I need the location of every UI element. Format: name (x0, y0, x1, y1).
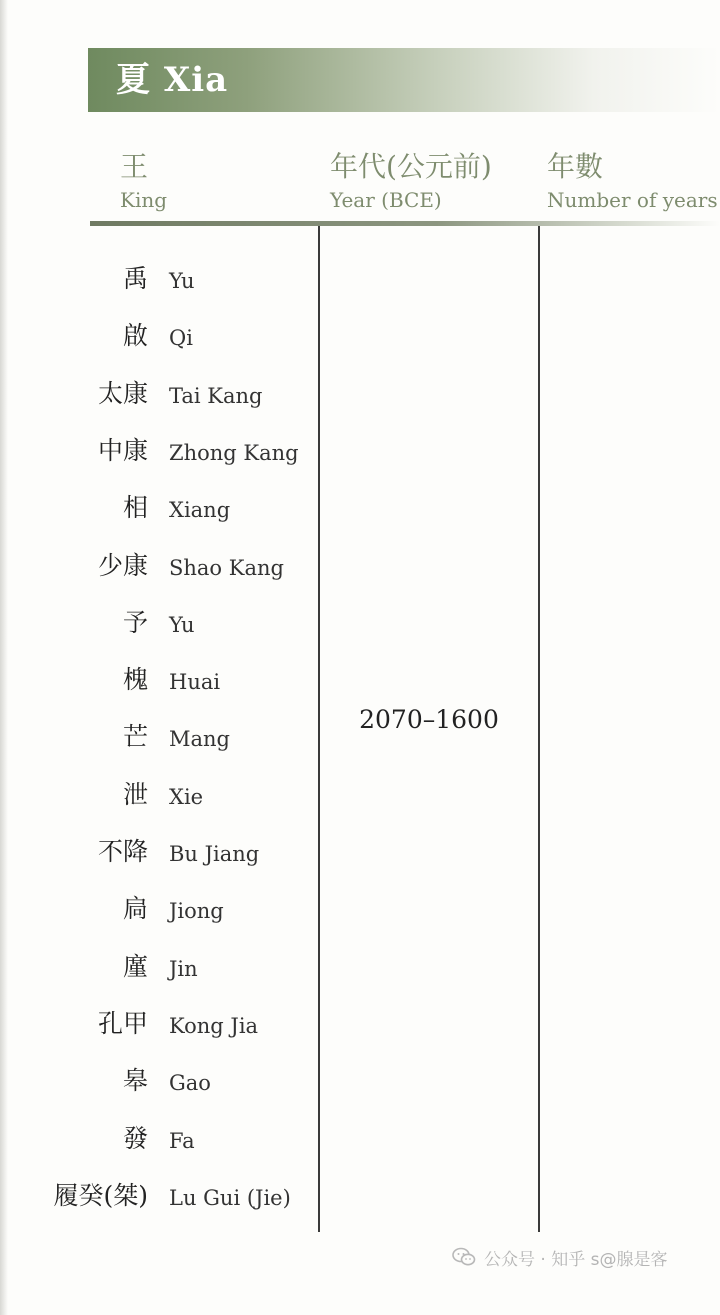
king-row (0, 433, 318, 469)
king-row (0, 719, 318, 755)
dynasty-title: 夏 Xia (116, 60, 229, 100)
king-name-cn: 相 (122, 493, 148, 522)
watermark-text: 公众号 · 知乎 s@腺是客 (484, 1249, 668, 1270)
king-row (0, 777, 318, 813)
king-row (0, 1121, 318, 1157)
king-name-cn: 不降 (97, 837, 148, 866)
king-row (0, 949, 318, 985)
king-name-en: Tai Kang (169, 384, 263, 408)
count-header-cn: 年數 (547, 150, 604, 183)
king-name-cn: 啟 (122, 321, 148, 350)
king-name-cn: 芒 (122, 722, 148, 751)
king-name-en: Jiong (169, 899, 224, 923)
king-name-cn: 泄 (122, 780, 148, 809)
year-header-cn: 年代(公元前) (330, 150, 492, 183)
king-row (0, 662, 318, 698)
year-header-en: Year (BCE) (330, 188, 442, 212)
king-name-en: Huai (169, 670, 221, 694)
king-name-cn: 太康 (97, 379, 148, 408)
king-row (0, 1006, 318, 1042)
king-header-en: King (120, 188, 168, 212)
king-row (0, 376, 318, 412)
count-header-en: Number of years (547, 188, 718, 212)
king-name-cn: 履癸(桀) (53, 1181, 148, 1210)
king-name-en: Shao Kang (169, 556, 284, 580)
year-range: 2070–1600 (359, 705, 499, 734)
king-name-en: Yu (169, 269, 195, 293)
watermark (452, 1242, 667, 1272)
king-name-en: Qi (169, 326, 193, 350)
king-name-cn: 孔甲 (97, 1009, 148, 1038)
king-name-en: Kong Jia (169, 1014, 259, 1038)
king-name-en: Jin (169, 957, 198, 981)
king-row (0, 1063, 318, 1099)
wechat-icon (452, 1247, 476, 1267)
header-rule (90, 221, 720, 226)
king-name-cn: 少康 (97, 551, 148, 580)
king-row (0, 261, 318, 297)
page-edge-shadow (0, 0, 8, 1315)
king-name-cn: 廑 (122, 952, 148, 981)
column-divider-year-count (538, 226, 540, 1232)
king-row (0, 490, 318, 526)
king-header-cn: 王 (120, 150, 149, 183)
king-row (0, 891, 318, 927)
king-name-en: Gao (169, 1071, 211, 1095)
king-name-en: Xiang (169, 498, 231, 522)
king-name-cn: 禹 (122, 264, 148, 293)
king-name-en: Mang (169, 727, 230, 751)
king-name-en: Zhong Kang (169, 441, 299, 465)
king-name-en: Bu Jiang (169, 842, 260, 866)
king-name-en: Yu (169, 613, 195, 637)
king-row (0, 834, 318, 870)
king-name-cn: 槐 (122, 665, 148, 694)
king-name-cn: 予 (122, 608, 148, 637)
king-name-en: Xie (169, 785, 204, 809)
king-name-en: Lu Gui (Jie) (169, 1186, 291, 1210)
king-name-cn: 發 (122, 1124, 148, 1153)
king-row (0, 318, 318, 354)
king-name-cn: 中康 (97, 436, 148, 465)
king-row (0, 548, 318, 584)
king-name-cn: 皋 (122, 1066, 148, 1095)
king-name-cn: 扃 (122, 894, 148, 923)
king-row (0, 1178, 318, 1214)
king-name-en: Fa (169, 1129, 195, 1153)
king-row (0, 605, 318, 641)
